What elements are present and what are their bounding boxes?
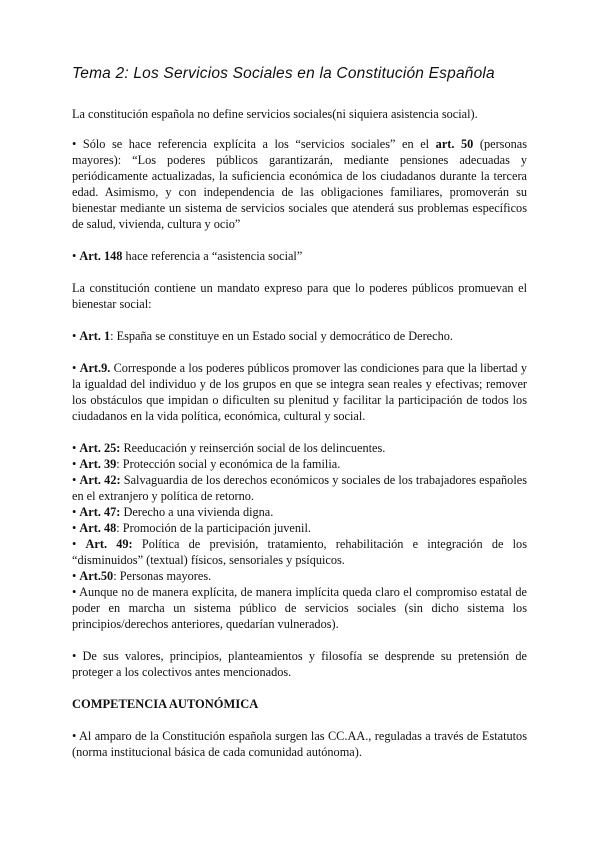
paragraph-art-148 — [72, 248, 527, 264]
article-reference: Art.9. — [79, 361, 111, 375]
article-reference: Art. 25: — [79, 441, 121, 455]
list-prefix: • — [72, 505, 80, 519]
list-item — [72, 472, 527, 504]
article-reference: Art. 148 — [79, 249, 123, 263]
paragraph-art-1 — [72, 328, 527, 344]
article-reference: Art.50 — [79, 569, 114, 583]
intro-paragraph: La constitución española no define servicios sociales(ni siquiera asistencia social). — [72, 107, 478, 121]
list-item — [72, 520, 527, 536]
list-item — [72, 536, 527, 568]
list-item — [72, 568, 527, 584]
list-prefix: • — [72, 521, 80, 535]
list-text: Política de previsión, tratamiento, rehabilitación e integración de los “disminuidos” (textual) físicos, sensoriales y psíquicos. — [72, 537, 527, 567]
paragraph-prefix: • — [72, 249, 80, 263]
article-reference: Art. 1 — [79, 329, 111, 343]
paragraph-text: Corresponde a los poderes públicos promover las condiciones para que la libertad y la igualdad del individuo y de los grupos en que se integra sean reales y efectivas; remover los obstáculos que impidan o dificulten su plenitud y facilitar la participación de todos los ciudadanos en la vida política, económica, cultural y social. — [72, 361, 527, 423]
document-body — [72, 64, 527, 760]
list-item — [72, 504, 527, 520]
list-item — [72, 440, 527, 456]
paragraph-text: (personas mayores): “Los poderes públicos garantizarán, mediante pensiones adecuadas y periódicamente actualizadas, la suficiencia económica de los ciudadanos durante la tercera edad. Asimismo, y con independencia de las obligaciones familiares, promoverán su bienestar mediante un sistema de servicios sociales que atenderá sus problemas específicos de salud, vivienda, cultura y ocio” — [72, 137, 527, 231]
list-text: : Personas mayores. — [113, 569, 212, 583]
paragraph-art-50 — [72, 136, 527, 232]
paragraph-text: : España se constituye en un Estado social y democrático de Derecho. — [110, 329, 453, 343]
article-reference: Art. 42: — [79, 473, 121, 487]
article-reference: Art. 39 — [79, 457, 117, 471]
paragraph-prefix: • — [72, 329, 80, 343]
list-prefix: • — [72, 441, 80, 455]
list-text: : Protección social y económica de la familia. — [116, 457, 341, 471]
article-reference: art. 50 — [435, 137, 474, 151]
list-prefix: • — [72, 537, 86, 551]
list-prefix: • — [72, 569, 80, 583]
list-text: : Promoción de la participación juvenil. — [116, 521, 311, 535]
paragraph-mandate: La constitución contiene un mandato expreso para que lo poderes públicos promuevan el bienestar social: — [72, 281, 527, 311]
paragraph-text: hace referencia a “asistencia social” — [122, 249, 303, 263]
list-item — [72, 584, 527, 632]
section-heading: COMPETENCIA AUTONÓMICA — [72, 697, 259, 711]
paragraph-art-9 — [72, 360, 527, 424]
paragraph-ccaa: • Al amparo de la Constitución española surgen las CC.AA., reguladas a través de Estatutos (norma institucional básica de cada comunidad autónoma). — [72, 729, 527, 759]
paragraph-prefix: • — [72, 361, 80, 375]
article-reference: Art. 47: — [79, 505, 121, 519]
list-prefix: • — [72, 457, 80, 471]
list-text: Salvaguardia de los derechos económicos y sociales de los trabajadores españoles en el extranjero y política de retorno. — [72, 473, 527, 503]
page-title: Tema 2: Los Servicios Sociales en la Constitución Española — [72, 65, 495, 82]
list-text: • Aunque no de manera explícita, de manera implícita queda claro el compromiso estatal de poder en marcha un sistema público de servicios sociales (sin dicho sistema los principios/derechos anteriores, quedarían vulnerados). — [72, 585, 527, 631]
list-prefix: • — [72, 473, 80, 487]
paragraph-prefix: • Sólo se hace referencia explícita a los “servicios sociales” en el — [72, 137, 436, 151]
article-reference: Art. 48 — [79, 521, 117, 535]
list-text: Derecho a una vivienda digna. — [120, 505, 274, 519]
article-reference: Art. 49: — [85, 537, 133, 551]
list-text: Reeducación y reinserción social de los delincuentes. — [120, 441, 386, 455]
list-item — [72, 456, 527, 472]
paragraph-values: • De sus valores, principios, planteamientos y filosofía se desprende su pretensión de proteger a los colectivos antes mencionados. — [72, 649, 527, 679]
